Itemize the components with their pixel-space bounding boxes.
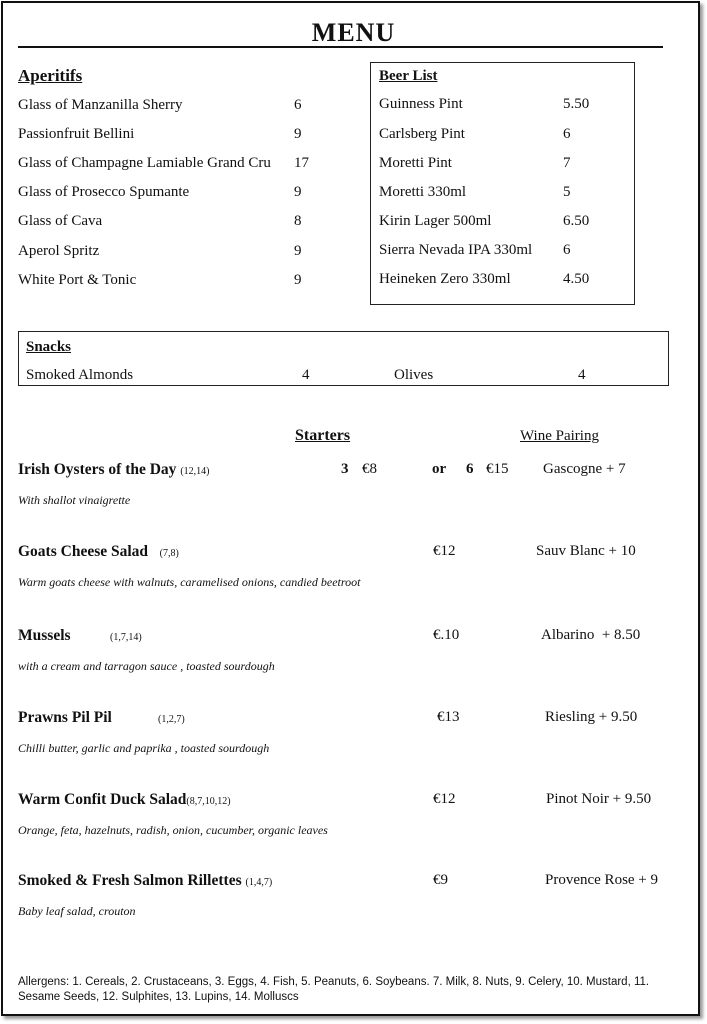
beer-item-price: 5.50 [563, 96, 590, 112]
wine-pairing: Albarino + 8.50 [541, 627, 641, 643]
oyster-price-small: €8 [362, 461, 377, 477]
allergen-codes-wrap [158, 709, 185, 727]
allergens-note: Allergens: 1. Cereals, 2. Crustaceans, 3. Eggs, 4. Fish, 5. Peanuts, 6. Soybeans. 7. Milk, 8. Nuts, 9. Celery, 10. Mustard, 11. Sesame Seeds, 12. Sulphites, 13. Lupins, 14. Molluscs [18, 976, 650, 1003]
beer-item-name: Moretti 330ml [379, 184, 467, 200]
starter-description: With shallot vinaigrette [18, 493, 131, 507]
allergen-codes: (1,7,14) [110, 632, 142, 643]
aperitif-item-price: 6 [294, 97, 302, 113]
oyster-qty-large: 6 [466, 461, 474, 477]
allergen-codes: (12,14) [180, 466, 210, 477]
starter-description: Baby leaf salad, crouton [18, 904, 136, 918]
aperitif-item-name: Glass of Prosecco Spumante [18, 184, 190, 200]
allergen-codes: (1,4,7) [245, 877, 273, 888]
starter-price: €9 [433, 872, 448, 888]
aperitif-item-name: Glass of Cava [18, 213, 103, 229]
aperitif-item-price: 17 [294, 155, 309, 171]
aperitifs-heading: Aperitifs [18, 66, 83, 85]
beer-item-price: 6.50 [563, 213, 590, 229]
starter-name: Prawns Pil Pil [18, 709, 112, 726]
aperitif-item-name: Glass of Champagne Lamiable Grand Cru [18, 155, 271, 171]
snack-item-name: Smoked Almonds [26, 367, 134, 383]
allergen-codes: (7,8) [159, 548, 179, 559]
starter-name: Irish Oysters of the Day (12,14) [18, 461, 210, 478]
aperitif-item-price: 9 [294, 272, 302, 288]
beer-item-name: Moretti Pint [379, 155, 452, 171]
starter-name: Mussels [18, 627, 71, 644]
beer-item-price: 6 [563, 242, 571, 258]
wine-pairing: Provence Rose + 9 [545, 872, 659, 888]
title-divider [18, 46, 663, 48]
starters-heading: Starters [295, 427, 351, 444]
allergen-codes: (8,7,10,12) [186, 796, 231, 807]
aperitif-item-name: White Port & Tonic [18, 272, 137, 288]
snack-item-name: Olives [394, 367, 434, 383]
aperitif-item-price: 9 [294, 243, 302, 259]
beer-item-price: 7 [563, 155, 571, 171]
allergen-codes: (1,2,7) [158, 714, 185, 725]
starter-description: Orange, feta, hazelnuts, radish, onion, cucumber, organic leaves [18, 823, 328, 837]
beer-item-price: 4.50 [563, 271, 590, 287]
oyster-qty-small: 3 [341, 461, 349, 477]
aperitif-item-price: 8 [294, 213, 302, 229]
beer-item-name: Carlsberg Pint [379, 126, 465, 142]
wine-pairing: Pinot Noir + 9.50 [546, 791, 652, 807]
beer-list-heading: Beer List [379, 68, 438, 84]
starter-name: Goats Cheese Salad (7,8) [18, 543, 179, 560]
aperitif-item-name: Passionfruit Bellini [18, 126, 135, 142]
beer-item-name: Guinness Pint [379, 96, 463, 112]
starter-price: €12 [433, 543, 456, 559]
allergen-codes-wrap [110, 627, 142, 645]
page-title: MENU [311, 18, 396, 47]
starter-description: Chilli butter, garlic and paprika , toasted sourdough [18, 741, 270, 755]
starter-price: €12 [433, 791, 456, 807]
starter-name: Warm Confit Duck Salad(8,7,10,12) [18, 791, 231, 808]
wine-pairing-heading: Wine Pairing [520, 428, 599, 444]
beer-item-price: 5 [563, 184, 571, 200]
beer-item-name: Sierra Nevada IPA 330ml [379, 242, 533, 258]
oyster-or: or [432, 461, 447, 477]
starter-price: €.10 [433, 627, 460, 643]
wine-pairing: Sauv Blanc + 10 [536, 543, 636, 559]
snacks-heading: Snacks [26, 339, 72, 355]
aperitif-item-name: Glass of Manzanilla Sherry [18, 97, 183, 113]
starter-description: Warm goats cheese with walnuts, caramelised onions, candied beetroot [18, 575, 361, 589]
starter-name: Smoked & Fresh Salmon Rillettes (1,4,7) [18, 872, 273, 889]
snack-item-price: 4 [302, 367, 310, 383]
aperitif-item-price: 9 [294, 184, 302, 200]
aperitif-item-price: 9 [294, 126, 302, 142]
starter-price: €13 [437, 709, 460, 725]
wine-pairing: Gascogne + 7 [543, 461, 626, 477]
snack-item-price: 4 [578, 367, 586, 383]
beer-item-name: Heineken Zero 330ml [379, 271, 511, 287]
starter-description: with a cream and tarragon sauce , toasted sourdough [18, 659, 275, 673]
aperitif-item-name: Aperol Spritz [18, 243, 100, 259]
beer-item-price: 6 [563, 126, 571, 142]
oyster-price-large: €15 [486, 461, 509, 477]
beer-item-name: Kirin Lager 500ml [379, 213, 492, 229]
wine-pairing: Riesling + 9.50 [545, 709, 638, 725]
